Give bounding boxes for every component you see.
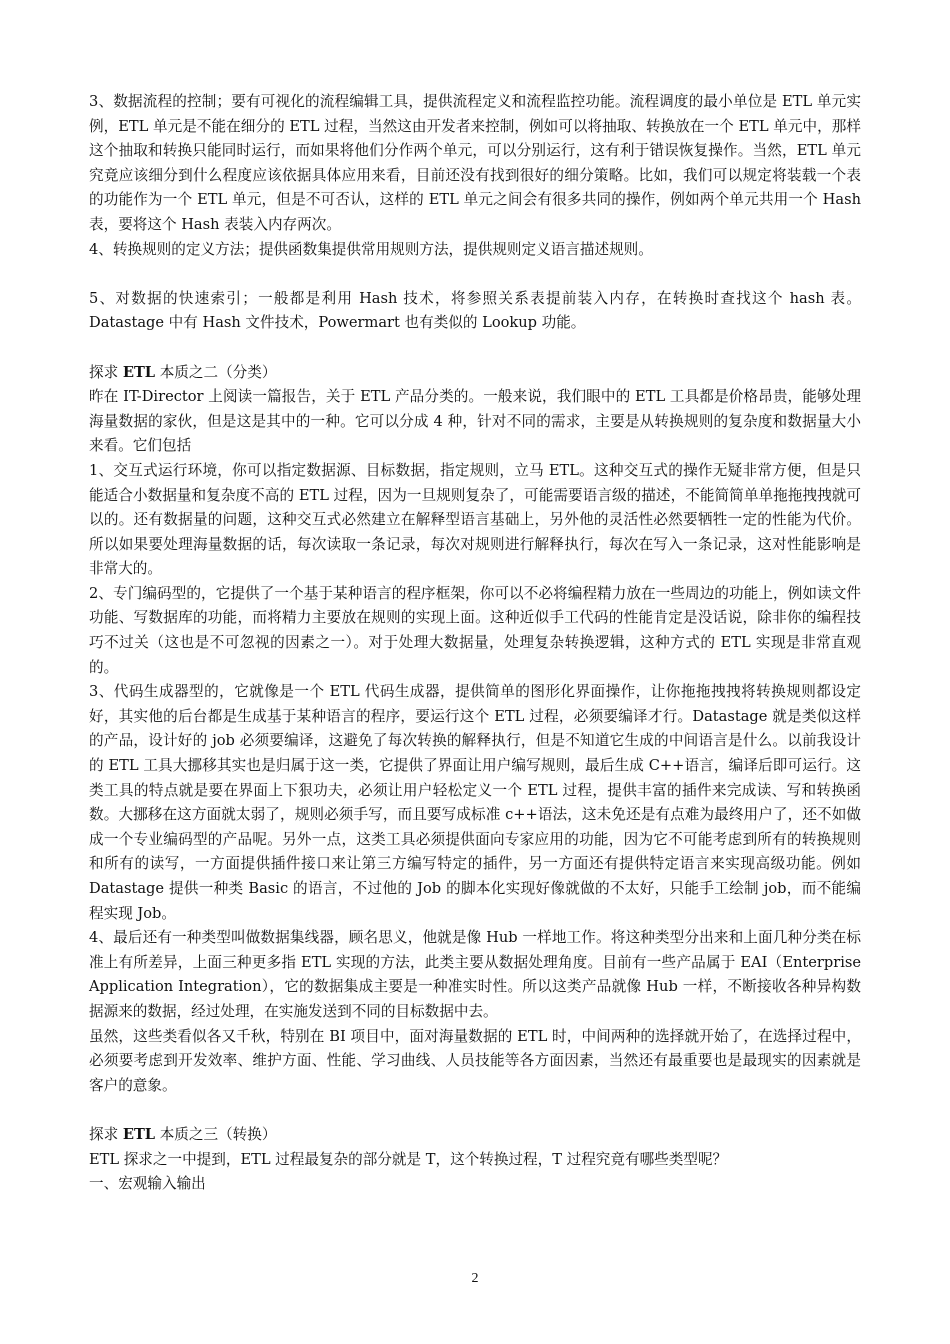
heading-suffix: 本质之二（分类） [155,363,277,381]
paragraph-codegen-type: 3、代码生成器型的，它就像是一个 ETL 代码生成器，提供简单的图形化界面操作，让你拖拖拽拽将转换规则都设定好，其实他的后台都是生成基于某种语言的程序，要运行这个 ETL 过程，必须要编译才行。Datastage 就是类似这样的产品，设计好的 job 必须要编译，这避免了每次转换的解释执行，但是不知道它生成的中间语言是什么。以前我设计的 ETL 工具大挪移其实也是归属于这一类，它提供了界面让用户编写规则，最后生成 C++语言，编译后即可运行。这类工具的特点就是要在界面上下狠功夫，必须让用户轻松定义一个 ETL 过程，提供丰富的插件来完成读、写和转换函数。大挪移在这方面就太弱了，规则必须手写，而且要写成标准 c++语法，这未免还是有点难为最终用户了，还不如做成一个专业编码型的产品呢。另外一点，这类工具必须提供面向专家应用的功能，因为它不可能考虑到所有的转换规则和所有的读写，一方面提供插件接口来让第三方编写特定的插件，另一方面还有提供特定语言来实现高级功能。例如 Datastage 提供一种类 Basic 的语言，不过他的 Job 的脚本化实现好像就做的不太好，只能手工绘制 job，而不能编程实现 Job。 [89,683,861,922]
page-body [89,90,861,1197]
paragraph-coding-type: 2、专门编码型的，它提供了一个基于某种语言的程序框架，你可以不必将编程精力放在一些周边的功能上，例如读文件功能、写数据库的功能，而将精力主要放在规则的实现上面。这种近似手工代码的性能肯定是没话说，除非你的编程技巧不过关（这也是不可忽视的因素之一）。对于处理大数据量，处理复杂转换逻辑，这种方式的 ETL 实现是非常直观的。 [89,584,861,676]
paragraph-spacer [89,336,861,361]
paragraph-transformation-intro: ETL 探求之一中提到，ETL 过程最复杂的部分就是 T，这个转换过程，T 过程究竟有哪些类型呢？ [89,1150,728,1168]
heading-prefix: 探求 [89,1125,123,1143]
heading-bold-term: ETL [122,363,156,381]
page-number: 2 [471,1271,479,1286]
paragraph-flow-control: 3、数据流程的控制；要有可视化的流程编辑工具，提供流程定义和流程监控功能。流程调度的最小单位是 ETL 单元实例，ETL 单元是不能在细分的 ETL 过程，当然这由开发者来控制，例如可以将抽取、转换放在一个 ETL 单元中，那样这个抽取和转换只能同时运行，而如果将他们分作两个单元，可以分别运行，这有利于错误恢复操作。当然，ETL 单元究竟应该细分到什么程度应该依据具体应用来看，目前还没有找到很好的细分策略。比如，我们可以规定将装载一个表的功能作为一个 ETL 单元，但是不可否认，这样的 ETL 单元之间会有很多共同的操作，例如两个单元共用一个 Hash 表，要将这个 Hash 表装入内存两次。 [89,93,861,233]
paragraph-fast-index: 5、对数据的快速索引；一般都是利用 Hash 技术，将参照关系表提前装入内存，在转换时查找这个 hash 表。Datastage 中有 Hash 文件技术，Powermart 也有类似的 Lookup 功能。 [89,289,861,332]
paragraph-macro-io: 一、宏观输入输出 [89,1175,206,1193]
paragraph-transform-rules: 4、转换规则的定义方法；提供函数集提供常用规则方法，提供规则定义语言描述规则。 [89,240,653,258]
paragraph-hub-type: 4、最后还有一种类型叫做数据集线器，顾名思义，他就是像 Hub 一样地工作。将这种类型分出来和上面几种分类在标准上有所差异，上面三种更多指 ETL 实现的方法，此类主要从数据处理角度。目前有一些产品属于 EAI（Enterprise Application Integration），它的数据集成主要是一种准实时性。所以这类产品就像 Hub 一样，不断接收各种异构数据源来的数据，经过处理，在实施发送到不同的目标数据中去。 [89,929,861,1020]
paragraph-classification-intro: 昨在 IT-Director 上阅读一篇报告，关于 ETL 产品分类的。一般来说，我们眼中的 ETL 工具都是价格昂贵，能够处理海量数据的家伙，但是这是其中的一种。它可以分成 4 种，针对不同的需求，主要是从转换规则的复杂度和数据量大小来看。它们包括 [89,388,861,455]
section-heading-transformation [89,1123,861,1148]
heading-bold-term: ETL [122,1125,156,1143]
paragraph-interactive-type: 1、交互式运行环境，你可以指定数据源、目标数据，指定规则，立马 ETL。这种交互式的操作无疑非常方便，但是只能适合小数据量和复杂度不高的 ETL 过程，因为一旦规则复杂了，可能需要语言级的描述，不能简简单单拖拖拽拽就可以的。还有数据量的问题，这种交互式必然建立在解释型语言基础上，另外他的灵活性必然要牺牲一定的性能为代价。所以如果要处理海量数据的话，每次读取一条记录，每次对规则进行解释执行，每次在写入一条记录，这对性能影响是非常大的。 [89,461,861,578]
paragraph-classification-conclusion: 虽然，这些类看似各又千秋，特别在 BI 项目中，面对海量数据的 ETL 时，中间两种的选择就开始了，在选择过程中，必须要考虑到开发效率、维护方面、性能、学习曲线、人员技能等各方面因素，当然还有最重要也是最现实的因素就是客户的意象。 [89,1027,861,1094]
paragraph-spacer [89,1098,861,1123]
section-heading-classification [89,361,861,386]
heading-suffix: 本质之三（转换） [155,1125,277,1143]
heading-prefix: 探求 [89,363,123,381]
paragraph-spacer [89,262,861,287]
